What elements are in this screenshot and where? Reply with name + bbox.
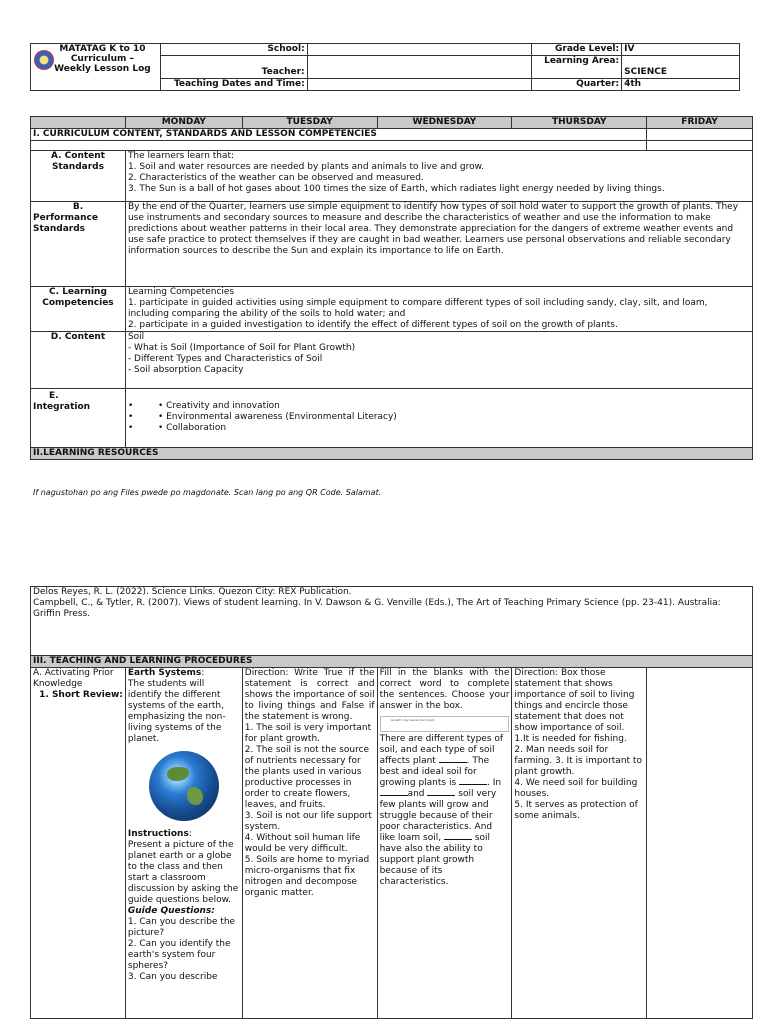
cs-line-1: 1. Soil and water resources are needed by plants and animals to live and grow. bbox=[127, 162, 485, 172]
integration-item-1: • Environmental awareness (Environmental Literacy) bbox=[157, 412, 397, 422]
section-2-heading: II.LEARNING RESOURCES bbox=[31, 448, 753, 460]
quarter-value: 4th bbox=[622, 79, 740, 91]
cs-line-2: 2. Characteristics of the weather can be observed and measured. bbox=[127, 173, 424, 183]
bullet-icon: • bbox=[127, 401, 134, 411]
grade-label: Grade Level: bbox=[532, 44, 622, 56]
cs-line-3: 3. The Sun is a ball of hot gases about 100 times the size of Earth, which radiates light energy needed by living things. bbox=[127, 184, 665, 194]
content-line-2: - Different Types and Characteristics of Soil bbox=[127, 354, 323, 364]
logo-line-3: Weekly Lesson Log bbox=[54, 64, 151, 74]
tuesday-item-5: 5. Soils are home to myriad micro-organisms that fix nitrogen and decompose organic matter. bbox=[244, 855, 370, 898]
header-table bbox=[30, 43, 740, 91]
integration-label: E. Integration bbox=[31, 389, 126, 448]
blank-2[interactable] bbox=[459, 784, 487, 785]
section-1-heading: I. CURRICULUM CONTENT, STANDARDS AND LESSON COMPETENCIES bbox=[31, 129, 647, 141]
quarter-label: Quarter: bbox=[532, 79, 622, 91]
area-value: SCIENCE bbox=[622, 56, 740, 79]
word-box: Growth clay seeds loam loam bbox=[380, 716, 510, 732]
blank-1[interactable] bbox=[439, 762, 467, 763]
thursday-cell bbox=[512, 668, 647, 1019]
reference-0: Delos Reyes, R. L. (2022). Science Links. Quezon City: REX Publication. bbox=[33, 587, 352, 597]
wed-text-3: . In bbox=[487, 778, 502, 788]
activating-label-a: A. Activating Prior Knowledge bbox=[33, 668, 114, 689]
activating-label bbox=[31, 668, 126, 1019]
monday-cell: Earth Systems: The students will identify the different systems of the earth, emphasizing the non-living systems of the planet. Instructions: Present a picture of the planet earth or a globe to the class and then start a classroom discussion by asking the guide questions below. Guide Questions: 1. Can you describe the picture? 2. Can you identify the earth's system four spheres? 3. Can you describe bbox=[125, 668, 242, 1019]
wednesday-direction: Fill in the blanks with the correct word to complete the sentences. Choose your answer in the box. bbox=[379, 668, 510, 711]
tuesday-item-2: 2. The soil is not the source of nutrients necessary for the plants used in various productive processes in order to create flowers, leaves, and fruits. bbox=[244, 745, 370, 810]
cs-line-0: The learners learn that: bbox=[127, 151, 235, 161]
performance-standards-text: By the end of the Quarter, learners use simple equipment to identify how types of soil hold water to support the growth of plants. They use instruments and secondary sources to measure and describe the characteristics of weather and use the information to make predictions about weather patterns in their local area. They demonstrate appreciation for the dangers of extreme weather events and use safe practice to protect themselves if they are caught in bad weather. Learners use personal observations and reliable secondary information sources to describe the Sun and explain its importance to life on Earth. bbox=[125, 202, 752, 287]
wed-text-2: . The best and ideal soil for growing plants is bbox=[379, 756, 490, 788]
learning-competencies-label: C. Learning Competencies bbox=[31, 287, 126, 332]
integration-item-0: • Creativity and innovation bbox=[157, 401, 280, 411]
bullet-icon: • bbox=[127, 412, 134, 422]
guide-question-3: 3. Can you describe bbox=[127, 972, 218, 982]
lc-line-2: 2. participate in a guided investigation to identify the effect of different types of soil on the growth of plants. bbox=[127, 320, 618, 330]
reference-1: Campbell, C., & Tytler, R. (2007). Views of student learning. In V. Dawson & G. Venville (Eds.), The Art of Teaching Primary Science (pp. 23-41). Australia: Griffin Press. bbox=[33, 598, 721, 619]
guide-question-1: 1. Can you describe the picture? bbox=[127, 917, 236, 938]
area-label: Learning Area: bbox=[532, 56, 622, 79]
thursday-item-2: 2. Man needs soil for farming. 3. It is important to plant growth. bbox=[514, 745, 642, 777]
procedures-table bbox=[30, 586, 753, 1019]
school-label: School: bbox=[160, 44, 307, 56]
friday-cell bbox=[647, 668, 753, 1019]
teacher-field[interactable] bbox=[307, 56, 532, 79]
blank-3[interactable] bbox=[380, 795, 408, 796]
monday-intro: The students will identify the different systems of the earth, emphasizing the non-living systems of the planet. bbox=[127, 679, 226, 744]
thursday-item-4: 4. We need soil for building houses. bbox=[514, 778, 638, 799]
integration-text bbox=[125, 389, 752, 448]
school-field[interactable] bbox=[307, 44, 532, 56]
blank-5[interactable] bbox=[444, 839, 472, 840]
content-standards-label: A. Content Standards bbox=[31, 151, 126, 202]
wednesday-cell bbox=[377, 668, 512, 1019]
monday-instructions: Present a picture of the planet earth or a globe to the class and then start a classroom discussion by asking the guide questions below. bbox=[127, 840, 239, 905]
content-label: D. Content bbox=[31, 332, 126, 389]
grade-value: IV bbox=[622, 44, 740, 56]
day-tuesday: TUESDAY bbox=[242, 117, 377, 129]
content-line-0: Soil bbox=[127, 332, 145, 342]
guide-questions-label: Guide Questions: bbox=[127, 906, 215, 916]
short-review-label: 1. Short Review: bbox=[39, 690, 123, 700]
content-text bbox=[125, 332, 752, 389]
tuesday-item-4: 4. Without soil human life would be very difficult. bbox=[244, 833, 361, 854]
content-line-3: - Soil absorption Capacity bbox=[127, 365, 244, 375]
day-monday: MONDAY bbox=[125, 117, 242, 129]
thursday-direction: Direction: Box those statement that shows importance of soil to living things and encircle those statement that does not show importance of soil. bbox=[514, 668, 635, 733]
instructions-label: Instructions bbox=[127, 829, 189, 839]
thursday-item-1: 1.It is needed for fishing. bbox=[514, 734, 627, 744]
guide-question-2: 2. Can you identify the earth's system four spheres? bbox=[127, 939, 231, 971]
curriculum-logo-cell bbox=[31, 44, 161, 91]
logo-line-2: Curriculum – bbox=[70, 54, 135, 64]
references-cell bbox=[31, 587, 753, 656]
dates-field[interactable] bbox=[307, 79, 532, 91]
wed-text-1: There are different types of soil, and each type of soil affects plant bbox=[379, 734, 504, 766]
bullet-icon: • bbox=[127, 423, 134, 433]
tuesday-direction: Direction: Write True if the statement is correct and shows the importance of soil to living things and False if the statement is wrong. bbox=[244, 668, 375, 722]
performance-standards-label: B. Performance Standards bbox=[31, 202, 126, 287]
day-thursday: THURSDAY bbox=[512, 117, 647, 129]
content-line-1: - What is Soil (Importance of Soil for Plant Growth) bbox=[127, 343, 356, 353]
lc-line-1: 1. participate in guided activities using simple equipment to compare different types of soil including sandy, clay, silt, and loam, including comparing the ability of the soils to hold water; and bbox=[127, 298, 708, 319]
wed-text-5: soil very few plants will grow and struggle because of their poor characteristics. And like loam soil, bbox=[379, 789, 497, 843]
section-3-heading: III. TEACHING AND LEARNING PROCEDURES bbox=[31, 656, 753, 668]
curriculum-table bbox=[30, 116, 753, 460]
day-wednesday: WEDNESDAY bbox=[377, 117, 512, 129]
monday-title: Earth Systems bbox=[127, 668, 202, 678]
deped-logo-icon bbox=[34, 50, 54, 70]
wed-text-4: and bbox=[407, 789, 425, 799]
dates-label: Teaching Dates and Time: bbox=[160, 79, 307, 91]
tuesday-item-1: 1. The soil is very important for plant growth. bbox=[244, 723, 372, 744]
integration-item-2: • Collaboration bbox=[157, 423, 227, 433]
tuesday-item-3: 3. Soil is not our life support system. bbox=[244, 811, 372, 832]
teacher-label: Teacher: bbox=[160, 56, 307, 79]
tuesday-cell bbox=[242, 668, 377, 1019]
donation-note: If nagustohan po ang Files pwede po magdonate. Scan lang po ang QR Code. Salamat. bbox=[33, 488, 382, 497]
earth-globe-icon bbox=[149, 751, 219, 821]
blank-4[interactable] bbox=[427, 795, 455, 796]
lc-line-0: Learning Competencies bbox=[127, 287, 235, 297]
learning-competencies-text bbox=[125, 287, 752, 332]
thursday-item-5: 5. It serves as protection of some animals. bbox=[514, 800, 638, 821]
logo-line-1: MATATAG K to 10 bbox=[59, 44, 146, 54]
day-friday: FRIDAY bbox=[647, 117, 753, 129]
wed-text-6: soil have also the ability to support plant growth because of its characteristics. bbox=[379, 833, 491, 887]
content-standards-text bbox=[125, 151, 752, 202]
wednesday-paragraph bbox=[380, 734, 510, 888]
